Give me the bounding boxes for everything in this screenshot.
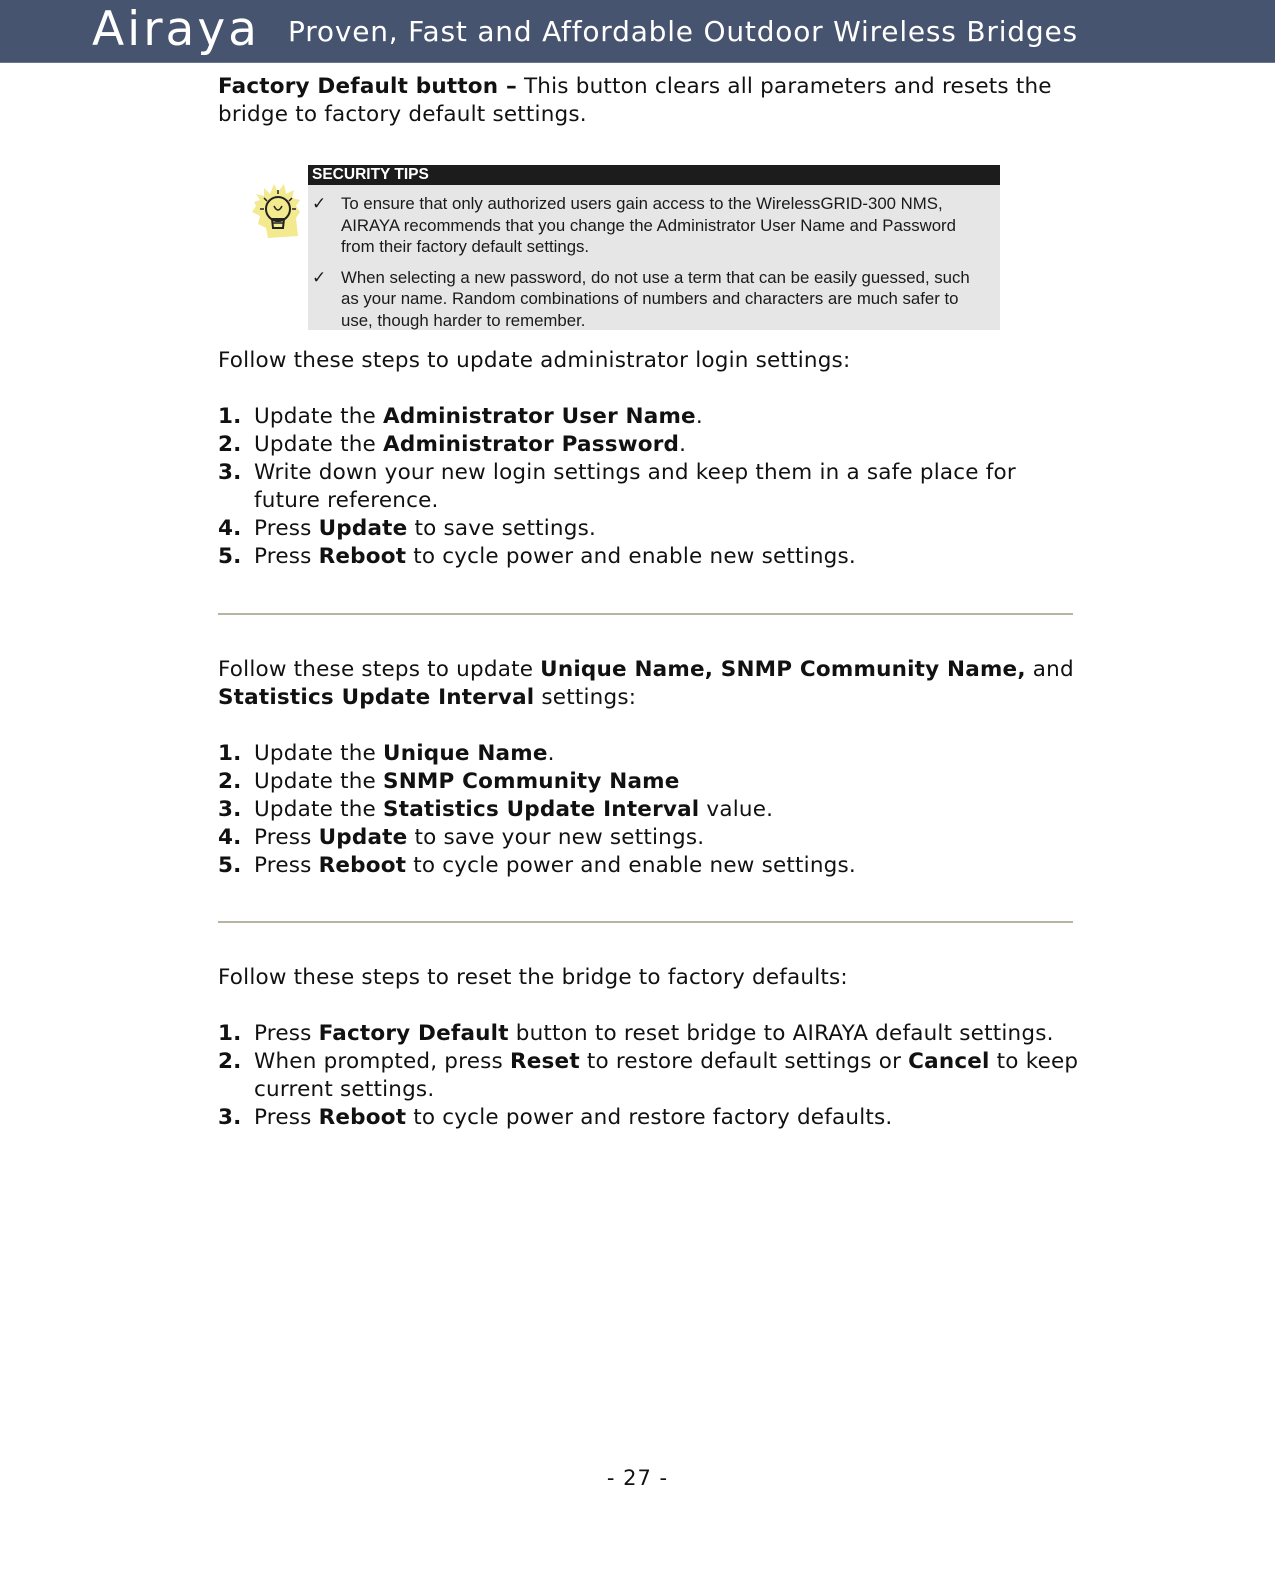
snmp-settings-section	[218, 656, 1088, 880]
security-tips-title: SECURITY TIPS	[308, 165, 1000, 185]
list-item: 1. Update the Administrator User Name.	[218, 404, 703, 429]
admin-login-section	[218, 347, 1088, 571]
list-item: 5. Press Reboot to cycle power and enable new settings.	[218, 544, 856, 569]
intro-term: Factory Default button –	[218, 74, 517, 99]
intro-text: This button clears all parameters and resets the bridge to factory default settings.	[218, 74, 1052, 127]
steps-list	[218, 403, 1088, 571]
list-item: 3. Press Reboot to cycle power and restore factory defaults.	[218, 1105, 893, 1130]
page-header	[0, 0, 1275, 63]
list-item: 2. When prompted, press Reset to restore default settings or Cancel to keep current settings.	[218, 1049, 1079, 1102]
security-tip-text: When selecting a new password, do not use a term that can be easily guessed, such as your name. Random combinations of numbers and characters are much safer to use, though harder to remember.	[341, 267, 970, 330]
checkmark-icon: ✓	[312, 267, 327, 287]
section-divider	[218, 613, 1073, 615]
list-item: 2. Update the Administrator Password.	[218, 432, 687, 457]
section-lead: Follow these steps to update administrator login settings:	[218, 348, 851, 373]
checkmark-icon: ✓	[312, 194, 327, 213]
section-divider	[218, 921, 1073, 923]
list-item: 4. Press Update to save settings.	[218, 516, 597, 541]
list-item: 2. Update the SNMP Community Name	[218, 769, 680, 794]
intro-paragraph	[218, 73, 1088, 129]
list-item: 3. Write down your new login settings and keep them in a safe place for future reference.	[218, 460, 1016, 513]
list-item: 3. Update the Statistics Update Interval value.	[218, 797, 774, 822]
security-tip	[308, 193, 1000, 258]
lightbulb-icon	[250, 176, 302, 242]
security-tip	[308, 267, 1000, 332]
steps-list	[218, 1020, 1088, 1132]
page-number: - 27 -	[606, 1466, 669, 1490]
header-tagline: Proven, Fast and Affordable Outdoor Wireless Bridges	[288, 15, 1078, 48]
list-item: 1. Press Factory Default button to reset bridge to AIRAYA default settings.	[218, 1021, 1054, 1046]
brand-logo: Airaya	[92, 2, 260, 57]
factory-reset-section	[218, 964, 1088, 1132]
list-item: 4. Press Update to save your new settings.	[218, 825, 705, 850]
section-lead: Follow these steps to reset the bridge to factory defaults:	[218, 965, 848, 990]
security-tips-box	[308, 165, 1000, 330]
list-item: 1. Update the Unique Name.	[218, 741, 555, 766]
steps-list	[218, 740, 1088, 880]
section-lead: Follow these steps to update Unique Name, SNMP Community Name, and Statistics Update Interval settings:	[218, 657, 1074, 710]
list-item: 5. Press Reboot to cycle power and enable new settings.	[218, 853, 856, 878]
security-tip-text: To ensure that only authorized users gain access to the WirelessGRID-300 NMS, AIRAYA recommends that you change the Administrator User Name and Password from their factory default settings.	[341, 194, 956, 256]
